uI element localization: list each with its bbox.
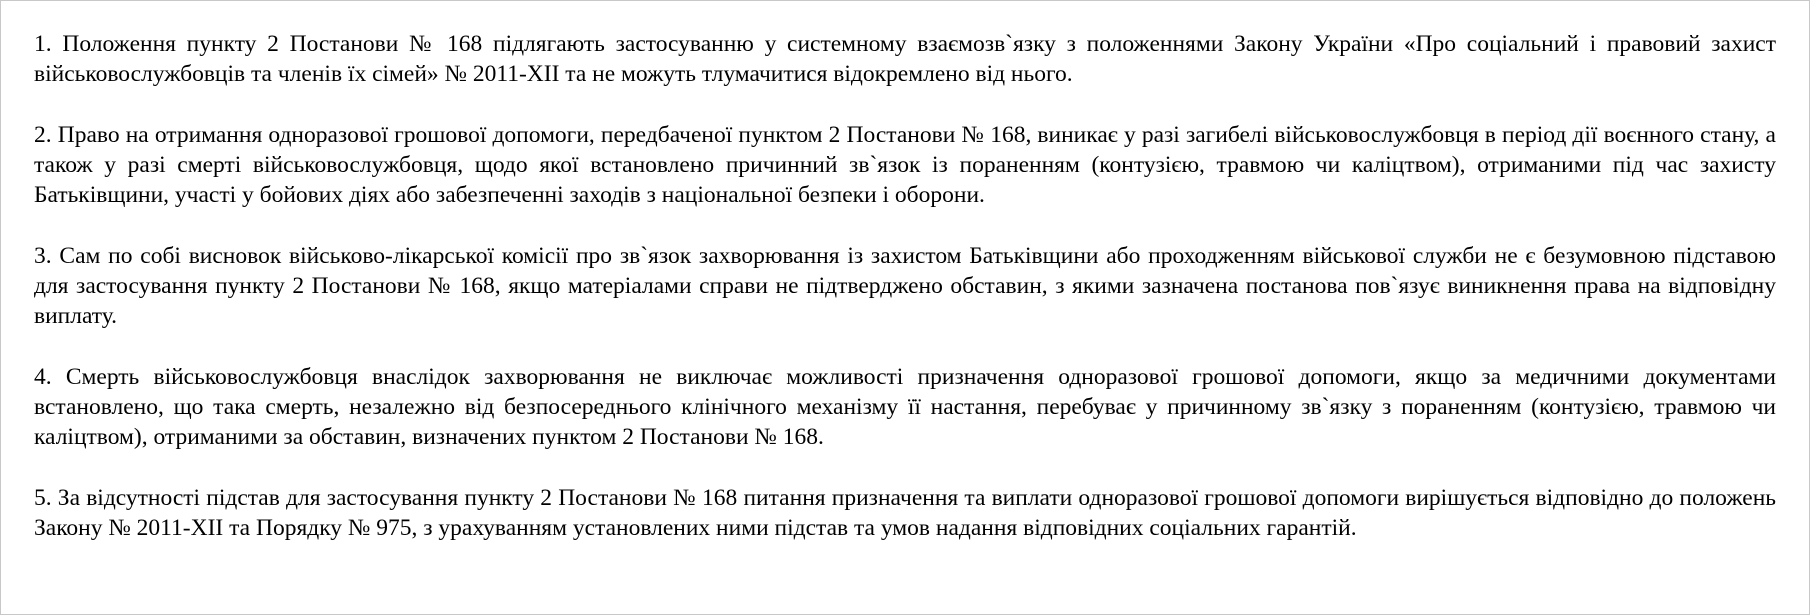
paragraph-5: 5. За відсутності підстав для застосування пункту 2 Постанови № 168 питання призначення та виплати одноразової грошової допомоги вирішується відповідно до положень Закону № 2011-XII та Порядку № 975, з урахуванням установлених ними підстав та умов надання відповідних соціальних гарантій. — [34, 485, 1776, 541]
paragraph-2: 2. Право на отримання одноразової грошової допомоги, передбаченої пунктом 2 Постанови № 168, виникає у разі загибелі військовослужбовця в період дії воєнного стану, а також у разі смерті військовослужбовця, щодо якої встановлено причинний зв`язок із пораненням (контузією, травмою чи каліцтвом), отриманими під час захисту Батьківщини, участі у бойових діях або забезпеченні заходів з національної безпеки і оборони. — [34, 122, 1776, 208]
paragraph-4: 4. Смерть військовослужбовця внаслідок захворювання не виключає можливості призначення одноразової грошової допомоги, якщо за медичними документами встановлено, що така смерть, незалежно від безпосереднього клінічного механізму її настання, перебуває у причинному зв`язку з пораненням (контузією, травмою чи каліцтвом), отриманими за обставин, визначених пунктом 2 Постанови № 168. — [34, 364, 1776, 450]
paragraph-3: 3. Сам по собі висновок військово-лікарської комісії про зв`язок захворювання із захистом Батьківщини або проходженням військової служби не є безумовною підставою для застосування пункту 2 Постанови № 168, якщо матеріалами справи не підтверджено обставин, з якими зазначена постанова пов`язує виникнення права на відповідну виплату. — [34, 243, 1776, 329]
document-body — [34, 29, 1776, 574]
paragraph-1: 1. Положення пункту 2 Постанови № 168 підлягають застосуванню у системному взаємозв`язку з положеннями Закону України «Про соціальний і правовий захист військовослужбовців та членів їх сімей» № 2011-XII та не можуть тлумачитися відокремлено від нього. — [34, 31, 1776, 87]
